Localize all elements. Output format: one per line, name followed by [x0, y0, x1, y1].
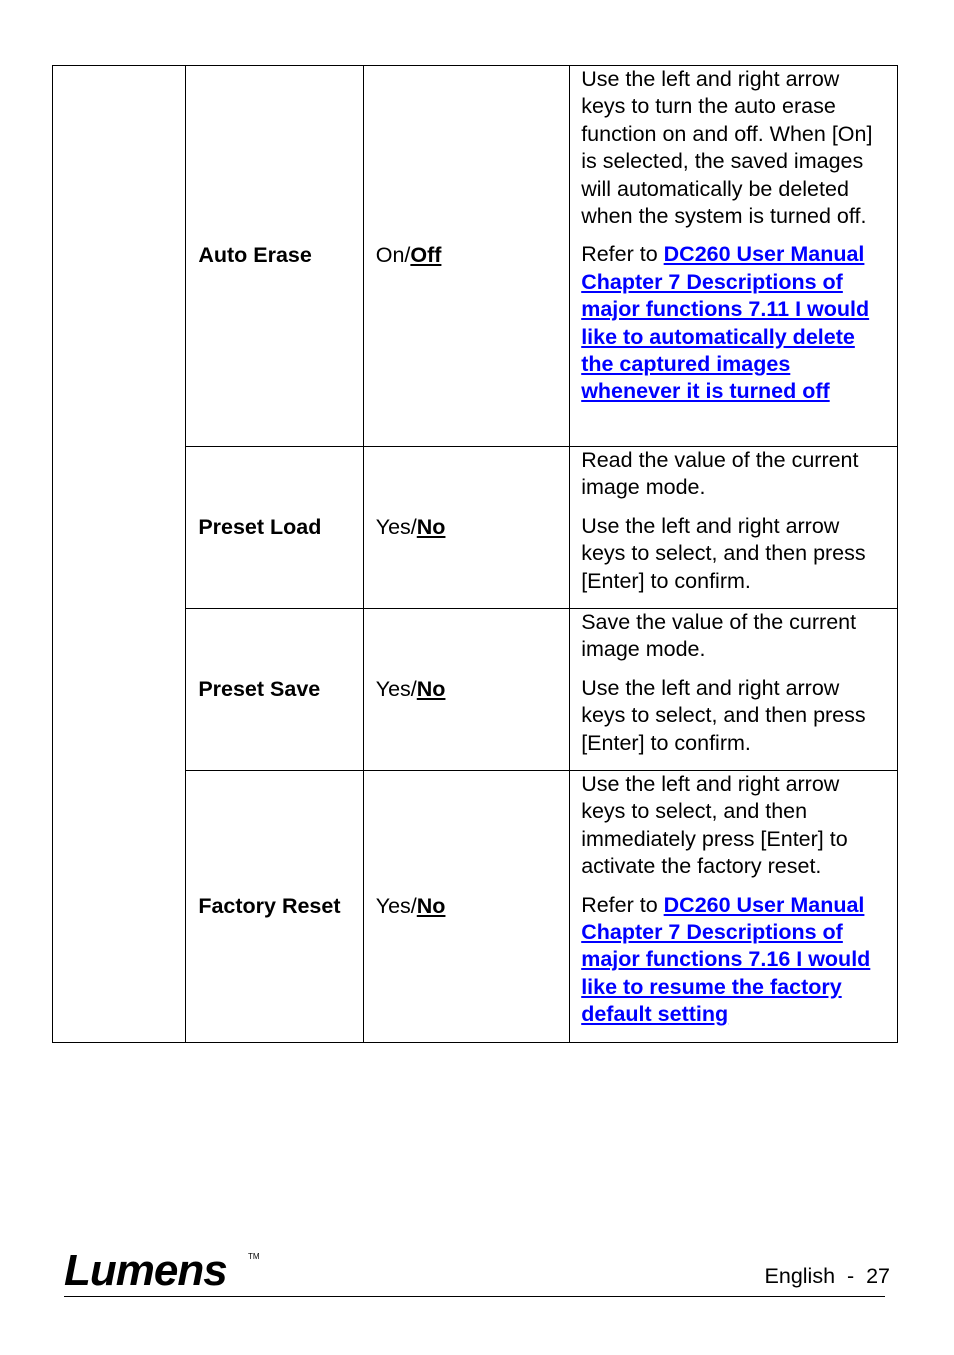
setting-options	[363, 66, 569, 447]
option-text: On/	[375, 243, 411, 268]
setting-name: Preset Load	[186, 447, 363, 609]
setting-description	[570, 771, 898, 1043]
default-option: No	[416, 676, 446, 701]
reference-prefix: Refer to	[581, 892, 664, 917]
setting-description	[570, 66, 898, 447]
default-option: No	[416, 514, 446, 539]
menu-group-cell	[53, 66, 186, 1043]
setting-description	[570, 447, 898, 609]
description-text: Use the left and right arrow keys to turn the auto erase function on and off. When [On] is selected, the saved images will automatically be deleted when the system is turned off.	[581, 67, 873, 229]
table-row	[53, 66, 898, 447]
setting-options	[363, 609, 569, 771]
page-number: English - 27	[764, 1264, 890, 1288]
setting-description	[570, 609, 898, 771]
setting-options	[363, 771, 569, 1043]
manual-reference-link[interactable]: DC260 User Manual Chapter 7 Descriptions of major functions 7.11 I would like to automatically delete the captured images whenever it is turned off	[581, 242, 870, 404]
description-text: Use the left and right arrow keys to select, and then immediately press [Enter] to activate the factory reset.	[581, 772, 848, 879]
setting-name: Auto Erase	[186, 66, 363, 447]
default-option: Off	[410, 243, 442, 268]
option-text: Yes/	[375, 676, 417, 701]
reference-prefix: Refer to	[581, 242, 664, 267]
option-text: Yes/	[375, 514, 417, 539]
setting-name: Preset Save	[186, 609, 363, 771]
setting-name: Factory Reset	[186, 771, 363, 1043]
description-text: Use the left and right arrow keys to select, and then press [Enter] to confirm.	[581, 513, 866, 593]
trademark-mark: TM	[248, 1252, 260, 1261]
setting-options	[363, 447, 569, 609]
description-text: Save the value of the current image mode.	[581, 610, 857, 662]
description-reference	[581, 241, 889, 405]
lumens-logo	[64, 1247, 264, 1295]
description-text: Use the left and right arrow keys to select, and then press [Enter] to confirm.	[581, 675, 866, 755]
lumens-logo-graphic	[64, 1247, 264, 1295]
manual-reference-link[interactable]: DC260 User Manual Chapter 7 Descriptions of major functions 7.16 I would like to resume the factory default setting	[581, 892, 871, 1027]
default-option: No	[416, 893, 446, 918]
logo-wordmark: Lumens	[64, 1247, 227, 1295]
settings-table	[52, 65, 898, 1043]
description-reference	[581, 892, 889, 1029]
option-text: Yes/	[375, 893, 417, 918]
description-text: Read the value of the current image mode.	[581, 448, 859, 500]
footer-divider	[64, 1296, 885, 1297]
